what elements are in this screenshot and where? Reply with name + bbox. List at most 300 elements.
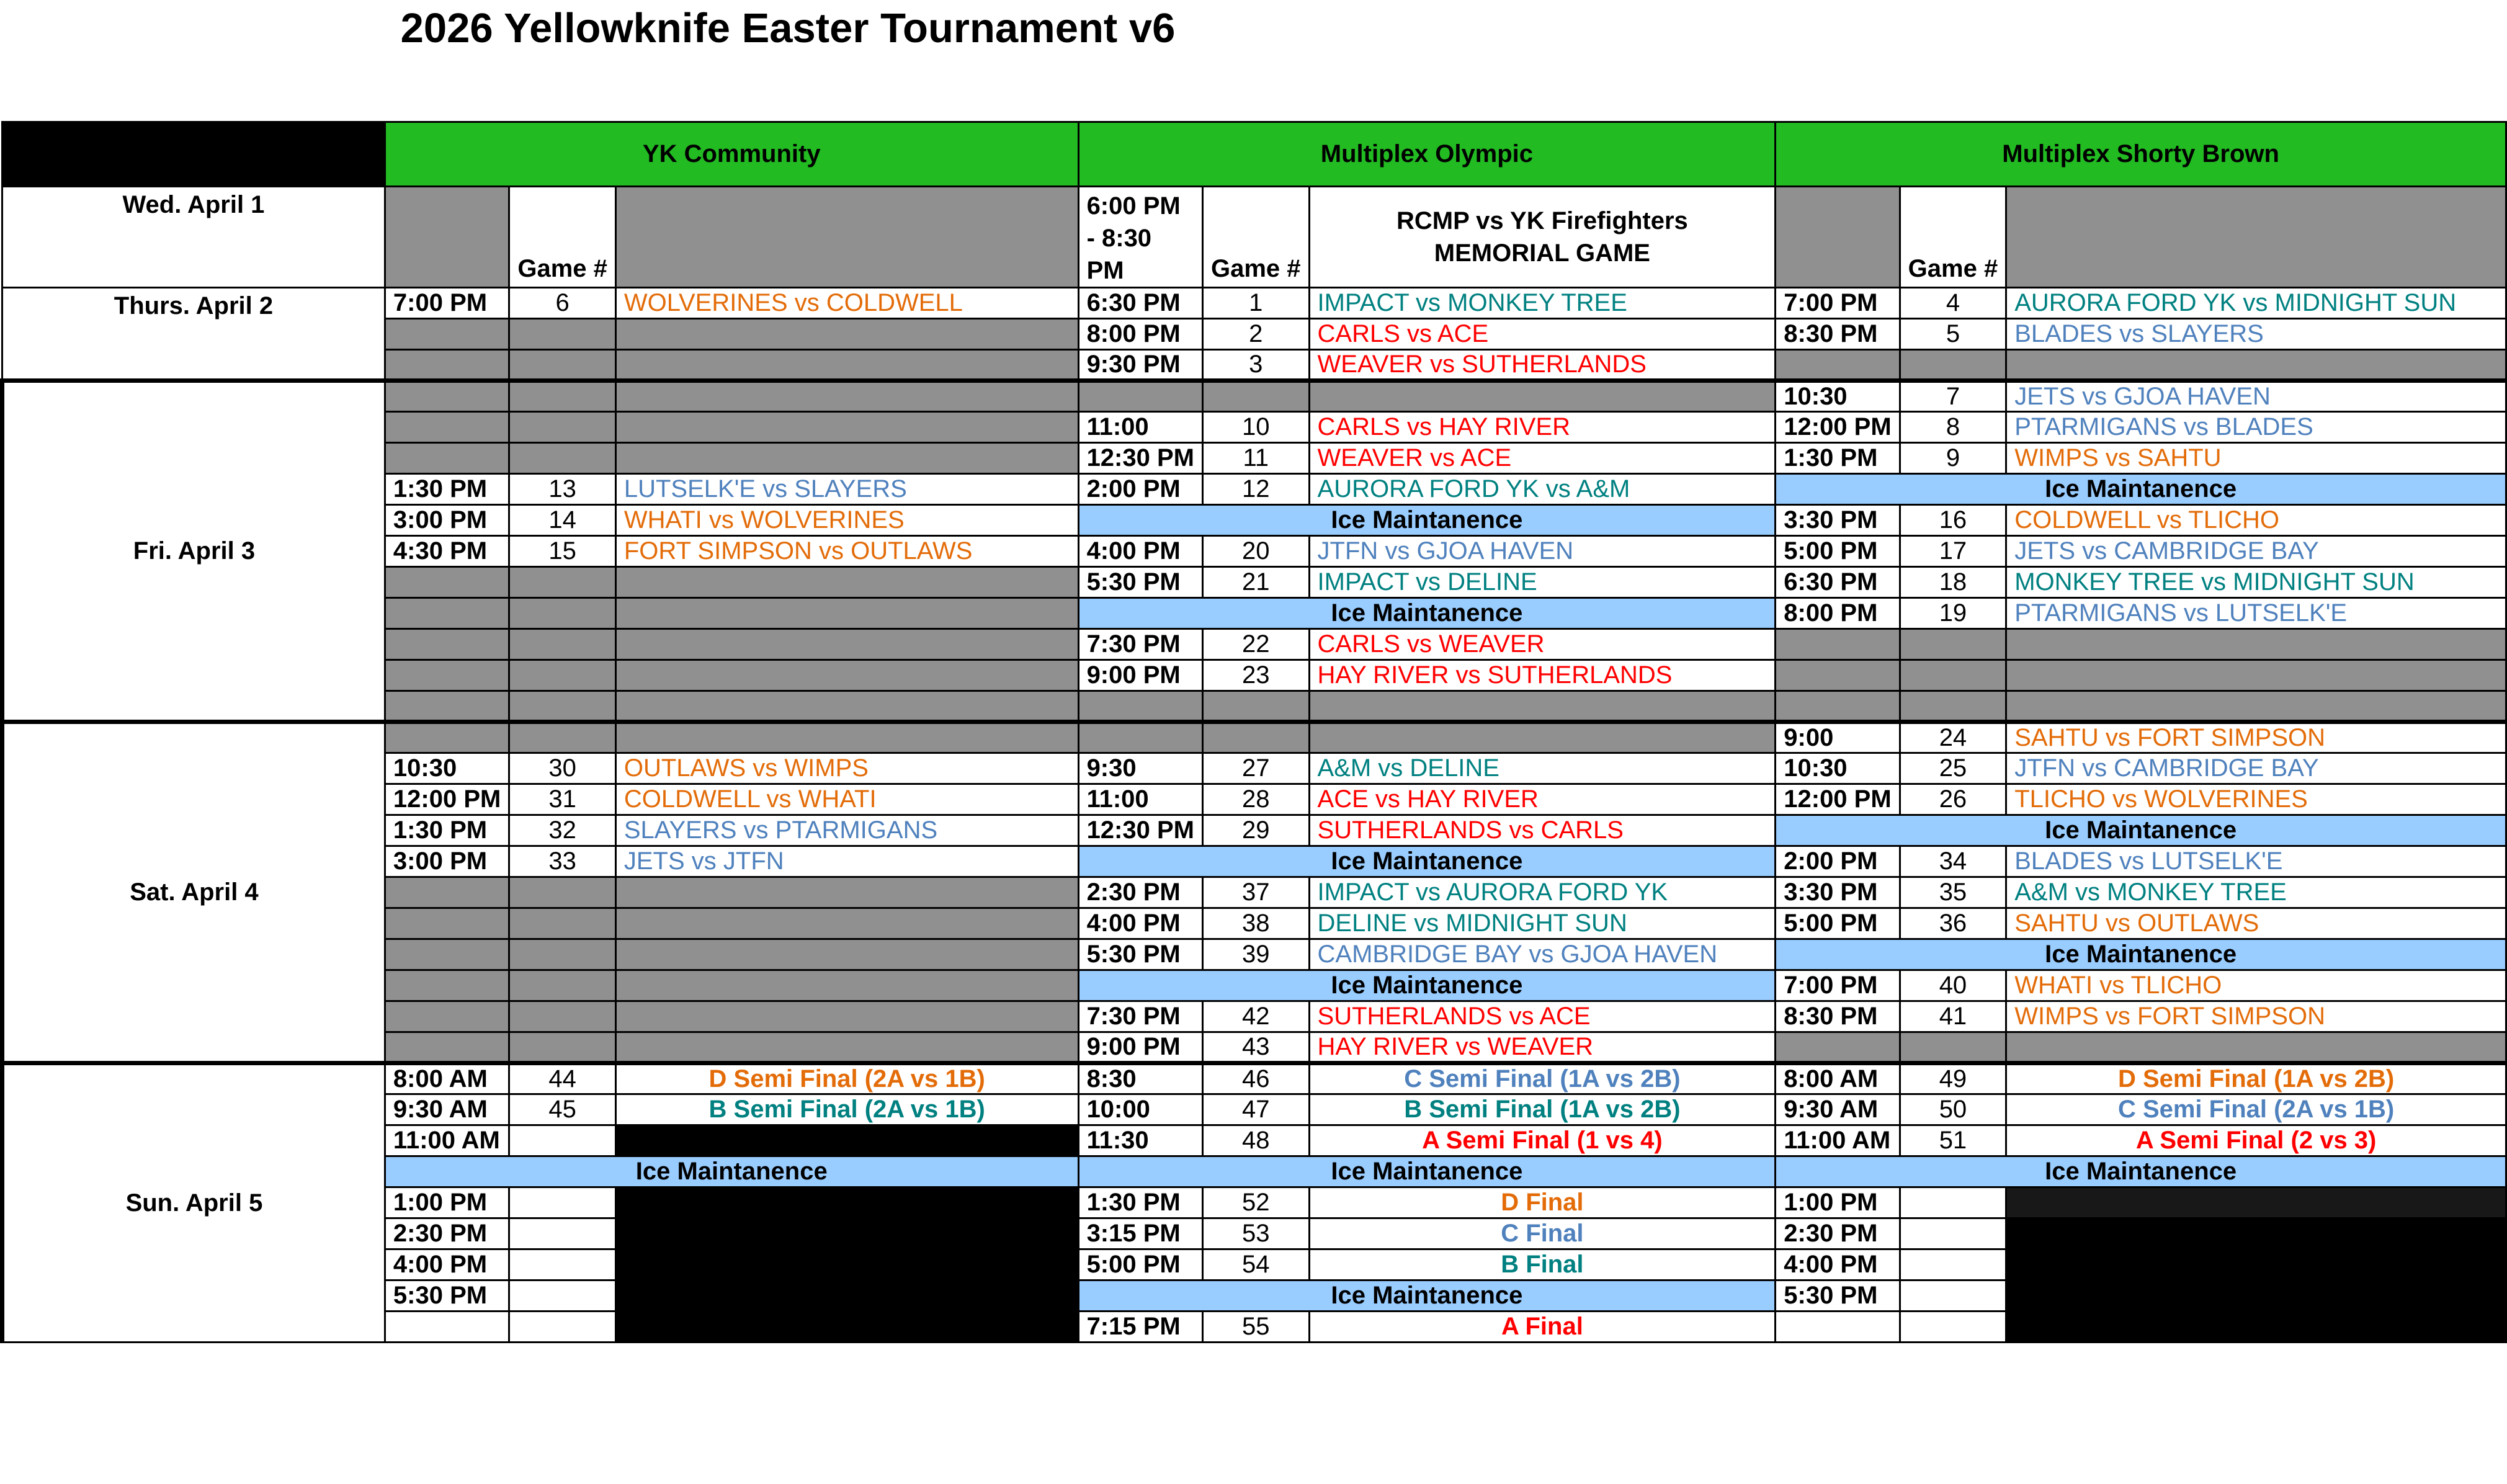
game-time: 9:00: [1776, 722, 1900, 753]
game-time: 10:00: [1078, 1094, 1202, 1125]
game-matchup: AURORA FORD YK vs MIDNIGHT SUN: [2006, 288, 2506, 319]
game-time: 1:30 PM: [385, 815, 509, 846]
empty-slot: [509, 877, 616, 908]
empty-slot: [509, 722, 616, 753]
game-time: 2:30 PM: [1776, 1218, 1900, 1249]
game-matchup: WHATI vs WOLVERINES: [615, 505, 1078, 536]
empty-slot: [615, 412, 1078, 443]
game-number: 40: [1900, 970, 2006, 1001]
game-number: 1: [1202, 288, 1309, 319]
game-matchup: IMPACT vs DELINE: [1309, 567, 1776, 598]
game-number: 27: [1202, 753, 1309, 784]
empty-slot: [1900, 660, 2006, 691]
empty-number: [509, 1312, 616, 1343]
empty-number: [1900, 1312, 2006, 1343]
empty-slot: [2006, 187, 2506, 288]
game-matchup: HAY RIVER vs SUTHERLANDS: [1309, 660, 1776, 691]
game-matchup: LUTSELK'E vs SLAYERS: [615, 474, 1078, 505]
fri-row-1: [2, 381, 2506, 412]
memorial-time: 6:00 PM - 8:30 PM: [1078, 187, 1202, 288]
game-number: 18: [1900, 567, 2006, 598]
ice-maintenance: Ice Maintanence: [1078, 970, 1776, 1001]
game-number: 14: [509, 505, 616, 536]
game-number: 39: [1202, 939, 1309, 970]
game-matchup: SAHTU vs OUTLAWS: [2006, 908, 2506, 939]
page-title: 2026 Yellowknife Easter Tournament v6: [400, 5, 1176, 51]
sat-row-1: [2, 722, 2506, 753]
game-time: 12:30 PM: [1078, 443, 1202, 474]
game-number: 29: [1202, 815, 1309, 846]
empty-number: [1900, 1249, 2006, 1281]
game-matchup: A Semi Final (1 vs 4): [1309, 1125, 1776, 1156]
empty-slot: [615, 381, 1078, 412]
empty-slot: [385, 877, 509, 908]
game-number: 6: [509, 288, 616, 319]
empty-number: [509, 1125, 616, 1156]
memorial-line-2: MEMORIAL GAME: [1434, 239, 1650, 267]
game-matchup: AURORA FORD YK vs A&M: [1309, 474, 1776, 505]
game-time: 11:00: [1078, 784, 1202, 815]
empty-slot: [385, 381, 509, 412]
game-time: 4:30 PM: [385, 536, 509, 567]
game-number: 41: [1900, 1001, 2006, 1032]
empty-slot: [615, 443, 1078, 474]
game-number: 26: [1900, 784, 2006, 815]
game-time: 5:30 PM: [1078, 939, 1202, 970]
game-time: 5:30 PM: [1078, 567, 1202, 598]
game-time: 1:30 PM: [1078, 1187, 1202, 1218]
header-corner: [2, 122, 385, 187]
game-time: 8:30 PM: [1776, 1001, 1900, 1032]
game-time: 8:00 AM: [1776, 1063, 1900, 1094]
game-number: 42: [1202, 1001, 1309, 1032]
game-matchup: A&M vs MONKEY TREE: [2006, 877, 2506, 908]
empty-slot: [1776, 187, 1900, 288]
game-matchup: D Semi Final (1A vs 2B): [2006, 1063, 2506, 1094]
ice-maintenance: Ice Maintanence: [1078, 505, 1776, 536]
empty-slot: [615, 660, 1078, 691]
game-number: 54: [1202, 1249, 1309, 1281]
game-matchup: SUTHERLANDS vs CARLS: [1309, 815, 1776, 846]
game-time: 1:00 PM: [385, 1187, 509, 1218]
game-number: 4: [1900, 288, 2006, 319]
empty-slot: [2006, 1032, 2506, 1063]
game-time: 12:00 PM: [1776, 784, 1900, 815]
empty-slot: [615, 908, 1078, 939]
empty-slot: [385, 970, 509, 1001]
empty-slot: [1078, 381, 1202, 412]
game-number: 13: [509, 474, 616, 505]
game-matchup: D Semi Final (2A vs 1B): [615, 1063, 1078, 1094]
game-matchup: COLDWELL vs TLICHO: [2006, 505, 2506, 536]
empty-slot: [615, 187, 1078, 288]
game-number-header: Game #: [509, 187, 616, 288]
game-time: 7:00 PM: [1776, 970, 1900, 1001]
game-number: 30: [509, 753, 616, 784]
game-matchup: IMPACT vs MONKEY TREE: [1309, 288, 1776, 319]
empty-slot: [2006, 691, 2506, 722]
game-matchup: BLADES vs LUTSELK'E: [2006, 846, 2506, 877]
empty-slot: [509, 412, 616, 443]
empty-slot: [615, 1001, 1078, 1032]
game-time: 11:00 AM: [1776, 1125, 1900, 1156]
game-number: 3: [1202, 350, 1309, 381]
empty-slot: [615, 722, 1078, 753]
game-time: 1:00 PM: [1776, 1187, 1900, 1218]
game-time: 10:30: [385, 753, 509, 784]
empty-slot: [615, 598, 1078, 629]
game-matchup: FORT SIMPSON vs OUTLAWS: [615, 536, 1078, 567]
game-time: 3:30 PM: [1776, 877, 1900, 908]
game-matchup: COLDWELL vs WHATI: [615, 784, 1078, 815]
game-number: 55: [1202, 1312, 1309, 1343]
ice-maintenance: Ice Maintanence: [1776, 474, 2506, 505]
game-number: 28: [1202, 784, 1309, 815]
empty-slot: [615, 567, 1078, 598]
ice-maintenance: Ice Maintanence: [1078, 598, 1776, 629]
game-time: 2:30 PM: [385, 1218, 509, 1249]
game-matchup: C Final: [1309, 1218, 1776, 1249]
empty-slot: [1900, 350, 2006, 381]
game-time: 6:30 PM: [1078, 288, 1202, 319]
game-number: 51: [1900, 1125, 2006, 1156]
game-matchup: TLICHO vs WOLVERINES: [2006, 784, 2506, 815]
empty-slot: [1900, 629, 2006, 660]
game-time: 4:00 PM: [1078, 908, 1202, 939]
game-number: 16: [1900, 505, 2006, 536]
game-number: 47: [1202, 1094, 1309, 1125]
game-number: 20: [1202, 536, 1309, 567]
game-matchup: B Final: [1309, 1249, 1776, 1281]
game-number: 5: [1900, 319, 2006, 350]
game-time: 7:30 PM: [1078, 1001, 1202, 1032]
game-time: 8:00 PM: [1078, 319, 1202, 350]
game-time: 9:00 PM: [1078, 660, 1202, 691]
game-time: 3:30 PM: [1776, 505, 1900, 536]
blocked-slot: [2006, 1187, 2506, 1218]
game-time: 4:00 PM: [1776, 1249, 1900, 1281]
game-matchup: IMPACT vs AURORA FORD YK: [1309, 877, 1776, 908]
game-time: 10:30: [1776, 753, 1900, 784]
empty-number: [1900, 1187, 2006, 1218]
empty-slot: [385, 443, 509, 474]
game-matchup: BLADES vs SLAYERS: [2006, 319, 2506, 350]
ice-maintenance: Ice Maintanence: [1078, 846, 1776, 877]
game-time: 11:00 AM: [385, 1125, 509, 1156]
empty-slot: [1202, 381, 1309, 412]
game-matchup: PTARMIGANS vs BLADES: [2006, 412, 2506, 443]
empty-slot: [385, 722, 509, 753]
empty-slot: [615, 319, 1078, 350]
blocked-slot: [2006, 1218, 2506, 1343]
empty-number: [509, 1249, 616, 1281]
game-matchup: WIMPS vs FORT SIMPSON: [2006, 1001, 2506, 1032]
game-number: 12: [1202, 474, 1309, 505]
game-time: 2:00 PM: [1078, 474, 1202, 505]
empty-slot: [1776, 1032, 1900, 1063]
game-matchup: JTFN vs CAMBRIDGE BAY: [2006, 753, 2506, 784]
empty-slot: [509, 908, 616, 939]
empty-slot: [2006, 660, 2506, 691]
empty-slot: [1202, 691, 1309, 722]
day-label-wed: Wed. April 1: [2, 187, 385, 288]
empty-slot: [1309, 381, 1776, 412]
ice-maintenance: Ice Maintanence: [1776, 939, 2506, 970]
empty-slot: [1202, 722, 1309, 753]
game-matchup: SLAYERS vs PTARMIGANS: [615, 815, 1078, 846]
game-number: 53: [1202, 1218, 1309, 1249]
game-time: 1:30 PM: [1776, 443, 1900, 474]
game-matchup: DELINE vs MIDNIGHT SUN: [1309, 908, 1776, 939]
empty-slot: [1309, 722, 1776, 753]
game-matchup: JETS vs CAMBRIDGE BAY: [2006, 536, 2506, 567]
game-time: 8:30 PM: [1776, 319, 1900, 350]
game-matchup: OUTLAWS vs WIMPS: [615, 753, 1078, 784]
empty-number: [1900, 1281, 2006, 1312]
game-time: 5:00 PM: [1078, 1249, 1202, 1281]
game-matchup: PTARMIGANS vs LUTSELK'E: [2006, 598, 2506, 629]
game-matchup: D Final: [1309, 1187, 1776, 1218]
game-time: 1:30 PM: [385, 474, 509, 505]
empty-slot: [509, 381, 616, 412]
empty-slot: [509, 1032, 616, 1063]
venue-header-olympic: Multiplex Olympic: [1078, 122, 1776, 187]
game-time: 11:30: [1078, 1125, 1202, 1156]
game-number: 17: [1900, 536, 2006, 567]
empty-slot: [2006, 629, 2506, 660]
wed-row: [2, 187, 2506, 288]
empty-time: [1776, 1312, 1900, 1343]
empty-slot: [385, 939, 509, 970]
game-number: 48: [1202, 1125, 1309, 1156]
blocked-slot: [615, 1187, 1078, 1343]
game-time: 9:30 AM: [385, 1094, 509, 1125]
game-matchup: CARLS vs ACE: [1309, 319, 1776, 350]
empty-slot: [509, 939, 616, 970]
game-matchup: B Semi Final (2A vs 1B): [615, 1094, 1078, 1125]
game-time: 7:00 PM: [1776, 288, 1900, 319]
empty-slot: [385, 1032, 509, 1063]
game-number: 36: [1900, 908, 2006, 939]
game-matchup: WOLVERINES vs COLDWELL: [615, 288, 1078, 319]
game-matchup: JETS vs JTFN: [615, 846, 1078, 877]
game-matchup: WIMPS vs SAHTU: [2006, 443, 2506, 474]
schedule-table: [0, 121, 2507, 1343]
game-matchup: HAY RIVER vs WEAVER: [1309, 1032, 1776, 1063]
game-matchup: CAMBRIDGE BAY vs GJOA HAVEN: [1309, 939, 1776, 970]
empty-number: [509, 1218, 616, 1249]
game-time: 10:30: [1776, 381, 1900, 412]
game-matchup: WEAVER vs SUTHERLANDS: [1309, 350, 1776, 381]
ice-maintenance: Ice Maintanence: [385, 1156, 1078, 1187]
game-matchup: JETS vs GJOA HAVEN: [2006, 381, 2506, 412]
empty-slot: [1309, 691, 1776, 722]
game-matchup: A&M vs DELINE: [1309, 753, 1776, 784]
empty-slot: [385, 319, 509, 350]
game-matchup: B Semi Final (1A vs 2B): [1309, 1094, 1776, 1125]
empty-slot: [615, 939, 1078, 970]
game-number: 2: [1202, 319, 1309, 350]
game-number: 32: [509, 815, 616, 846]
empty-slot: [509, 443, 616, 474]
game-number: 11: [1202, 443, 1309, 474]
game-time: 6:30 PM: [1776, 567, 1900, 598]
game-time: 2:30 PM: [1078, 877, 1202, 908]
empty-slot: [1078, 691, 1202, 722]
empty-slot: [385, 187, 509, 288]
game-number-header: Game #: [1900, 187, 2006, 288]
empty-slot: [1078, 722, 1202, 753]
memorial-game: [1309, 187, 1776, 288]
day-label-thu: Thurs. April 2: [2, 288, 385, 381]
empty-slot: [385, 598, 509, 629]
game-number: 23: [1202, 660, 1309, 691]
game-time: 2:00 PM: [1776, 846, 1900, 877]
game-number: 43: [1202, 1032, 1309, 1063]
empty-slot: [385, 908, 509, 939]
game-number: 35: [1900, 877, 2006, 908]
game-time: 7:00 PM: [385, 288, 509, 319]
game-number: 33: [509, 846, 616, 877]
game-matchup: A Final: [1309, 1312, 1776, 1343]
thu-row-1: [2, 288, 2506, 319]
empty-slot: [1900, 691, 2006, 722]
empty-slot: [615, 970, 1078, 1001]
game-time: 8:00 PM: [1776, 598, 1900, 629]
empty-slot: [1776, 691, 1900, 722]
game-matchup: SUTHERLANDS vs ACE: [1309, 1001, 1776, 1032]
empty-slot: [385, 1001, 509, 1032]
day-label-sat: Sat. April 4: [2, 722, 385, 1063]
schedule-sheet: [0, 121, 2507, 1343]
game-number: 50: [1900, 1094, 2006, 1125]
game-matchup: MONKEY TREE vs MIDNIGHT SUN: [2006, 567, 2506, 598]
empty-slot: [615, 1032, 1078, 1063]
ice-maintenance: Ice Maintanence: [1776, 815, 2506, 846]
empty-slot: [1776, 629, 1900, 660]
game-number: 46: [1202, 1063, 1309, 1094]
game-time: 9:30 PM: [1078, 350, 1202, 381]
game-matchup: CARLS vs HAY RIVER: [1309, 412, 1776, 443]
game-number: 45: [509, 1094, 616, 1125]
game-time: 8:00 AM: [385, 1063, 509, 1094]
empty-slot: [385, 350, 509, 381]
empty-slot: [385, 691, 509, 722]
game-number: 10: [1202, 412, 1309, 443]
game-time: 7:15 PM: [1078, 1312, 1202, 1343]
game-number: 34: [1900, 846, 2006, 877]
empty-slot: [1776, 350, 1900, 381]
game-time: 11:00: [1078, 412, 1202, 443]
game-matchup: WEAVER vs ACE: [1309, 443, 1776, 474]
empty-slot: [615, 629, 1078, 660]
game-matchup: C Semi Final (1A vs 2B): [1309, 1063, 1776, 1094]
game-number: 52: [1202, 1187, 1309, 1218]
game-number: 25: [1900, 753, 2006, 784]
empty-number: [509, 1187, 616, 1218]
empty-slot: [615, 350, 1078, 381]
game-time: 4:00 PM: [1078, 536, 1202, 567]
game-number: 44: [509, 1063, 616, 1094]
game-number: 15: [509, 536, 616, 567]
game-time: 5:30 PM: [1776, 1281, 1900, 1312]
empty-slot: [509, 567, 616, 598]
game-number: 49: [1900, 1063, 2006, 1094]
ice-maintenance: Ice Maintanence: [1078, 1281, 1776, 1312]
empty-slot: [509, 970, 616, 1001]
empty-slot: [1776, 660, 1900, 691]
game-number: 31: [509, 784, 616, 815]
venue-header-yk: YK Community: [385, 122, 1078, 187]
game-time: 5:00 PM: [1776, 908, 1900, 939]
venue-header-row: [2, 122, 2506, 187]
game-matchup: SAHTU vs FORT SIMPSON: [2006, 722, 2506, 753]
game-time: 9:00 PM: [1078, 1032, 1202, 1063]
game-time: 5:00 PM: [1776, 536, 1900, 567]
empty-slot: [615, 691, 1078, 722]
ice-maintenance: Ice Maintanence: [1078, 1156, 1776, 1187]
game-number: 21: [1202, 567, 1309, 598]
game-number: 8: [1900, 412, 2006, 443]
empty-slot: [509, 598, 616, 629]
empty-time: [385, 1312, 509, 1343]
empty-slot: [2006, 350, 2506, 381]
memorial-line-1: RCMP vs YK Firefighters: [1397, 207, 1688, 235]
game-time: 12:00 PM: [1776, 412, 1900, 443]
empty-slot: [1900, 1032, 2006, 1063]
game-time: 7:30 PM: [1078, 629, 1202, 660]
game-number: 24: [1900, 722, 2006, 753]
game-number-header: Game #: [1202, 187, 1309, 288]
empty-slot: [509, 350, 616, 381]
empty-number: [1900, 1218, 2006, 1249]
day-label-fri: Fri. April 3: [2, 381, 385, 722]
empty-slot: [509, 319, 616, 350]
game-time: 12:30 PM: [1078, 815, 1202, 846]
blocked-slot: [615, 1125, 1078, 1156]
empty-slot: [509, 1001, 616, 1032]
sun-row-1: [2, 1063, 2506, 1094]
game-number: 9: [1900, 443, 2006, 474]
game-matchup: JTFN vs GJOA HAVEN: [1309, 536, 1776, 567]
day-label-sun: Sun. April 5: [2, 1063, 385, 1343]
empty-slot: [385, 629, 509, 660]
game-number: 22: [1202, 629, 1309, 660]
game-time: 9:30: [1078, 753, 1202, 784]
game-matchup: WHATI vs TLICHO: [2006, 970, 2506, 1001]
game-time: 8:30: [1078, 1063, 1202, 1094]
empty-slot: [385, 567, 509, 598]
game-time: 12:00 PM: [385, 784, 509, 815]
game-matchup: CARLS vs WEAVER: [1309, 629, 1776, 660]
game-time: 3:15 PM: [1078, 1218, 1202, 1249]
game-matchup: A Semi Final (2 vs 3): [2006, 1125, 2506, 1156]
game-time: 3:00 PM: [385, 505, 509, 536]
game-matchup: ACE vs HAY RIVER: [1309, 784, 1776, 815]
game-time: 9:30 AM: [1776, 1094, 1900, 1125]
empty-number: [509, 1281, 616, 1312]
game-number: 7: [1900, 381, 2006, 412]
empty-slot: [509, 629, 616, 660]
game-number: 37: [1202, 877, 1309, 908]
game-number: 38: [1202, 908, 1309, 939]
game-matchup: C Semi Final (2A vs 1B): [2006, 1094, 2506, 1125]
empty-slot: [385, 412, 509, 443]
game-number: 19: [1900, 598, 2006, 629]
empty-slot: [615, 877, 1078, 908]
game-time: 3:00 PM: [385, 846, 509, 877]
empty-slot: [509, 691, 616, 722]
